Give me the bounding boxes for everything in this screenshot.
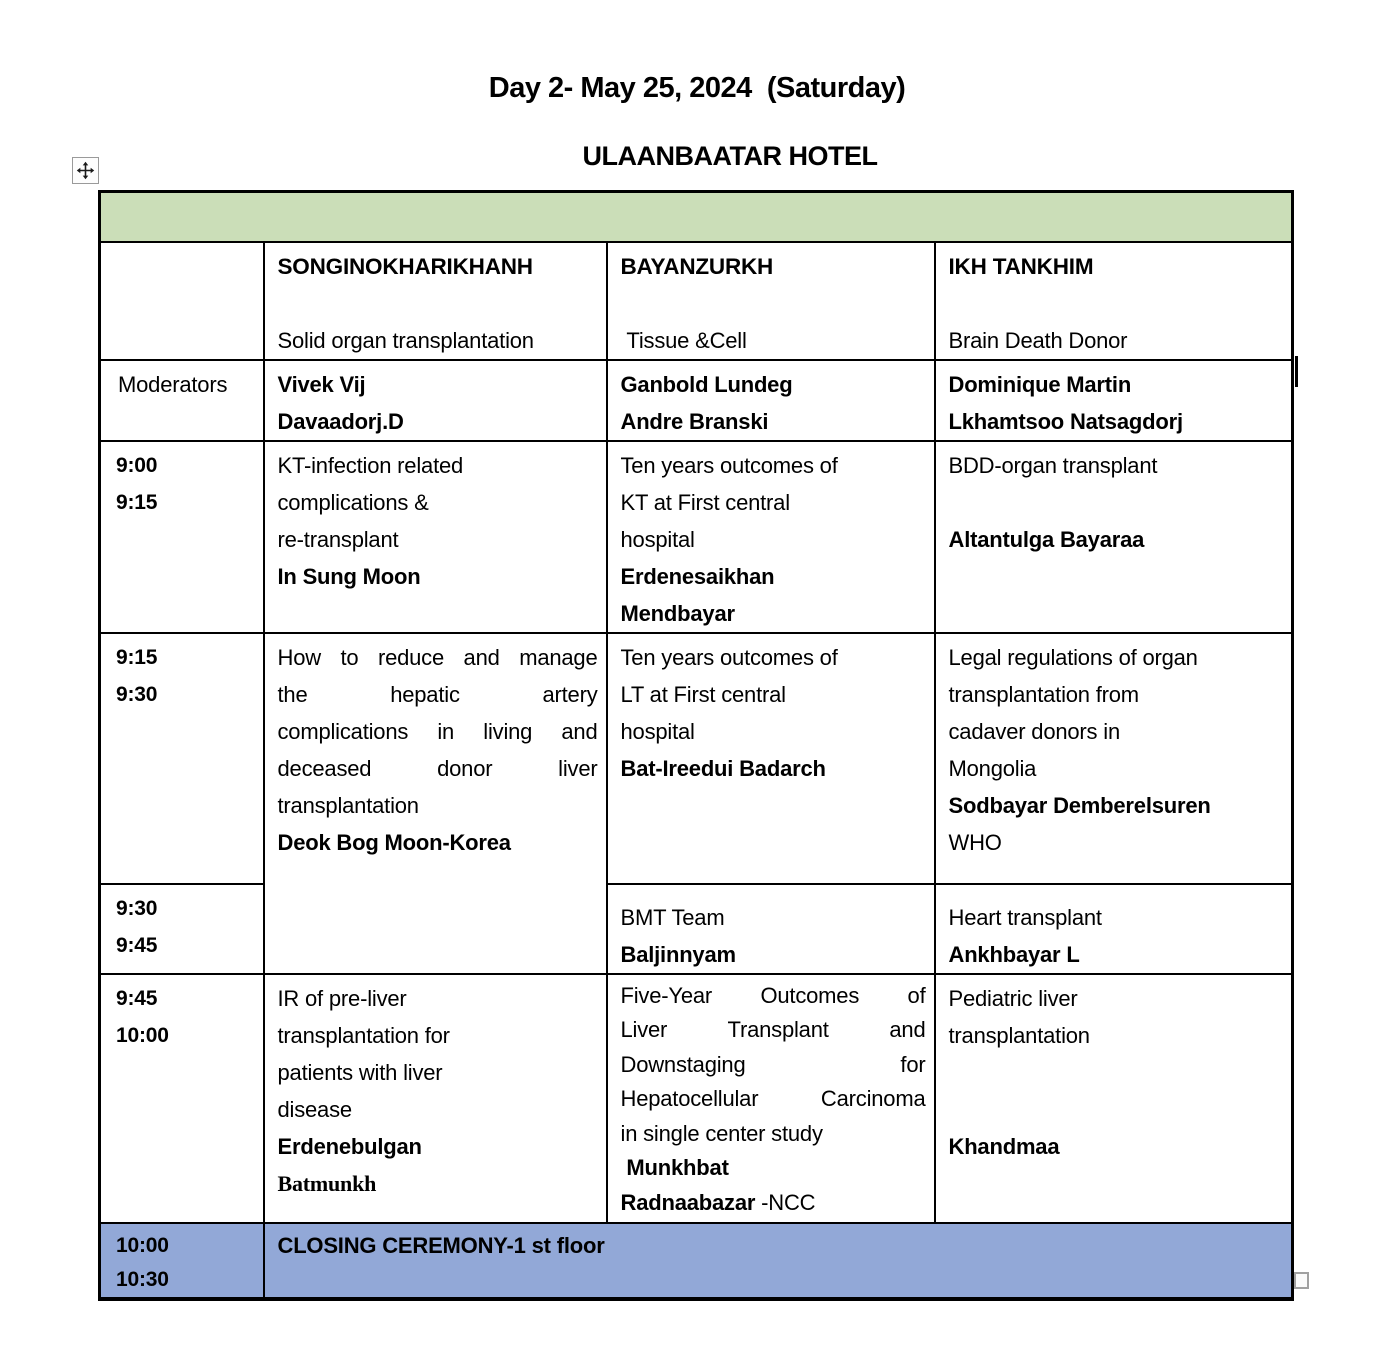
talk-title-line: transplantation — [948, 1022, 1090, 1048]
speaker-name: Khandmaa — [948, 1133, 1060, 1159]
talk-title-line: Hepatocellular Carcinoma — [620, 1086, 926, 1111]
talk-title-line: Liver Transplant and — [620, 1017, 926, 1042]
talk-title-line: LT at First central — [620, 681, 786, 707]
time-start: 9:00 — [116, 453, 158, 477]
page-title: Day 2- May 25, 2024 (Saturday) — [488, 72, 906, 104]
speaker-name: Erdenebulgan — [277, 1133, 422, 1159]
talk-title-line: transplantation for — [277, 1022, 450, 1048]
speaker-affiliation: -NCC — [761, 1189, 816, 1215]
cell-time-915[interactable] — [100, 633, 264, 884]
room-theme: Tissue &Cell — [620, 327, 747, 353]
time-start: 10:00 — [116, 1233, 169, 1257]
closing-ceremony-label: CLOSING CEREMONY-1 st floor — [277, 1232, 605, 1258]
talk-title-line: complications in living and — [277, 718, 598, 744]
blank-line — [949, 1054, 1284, 1091]
talk-title-line: re-transplant — [277, 526, 399, 552]
cell-945-bayan[interactable] — [607, 974, 935, 1223]
venue-title: ULAANBAATAR HOTEL — [582, 141, 878, 171]
room-theme: Solid organ transplantation — [277, 327, 534, 353]
room-name: IKH TANKHIM — [948, 253, 1094, 279]
talk-title-line: Downstaging for — [620, 1051, 926, 1077]
talk-title-line: Ten years outcomes of — [620, 644, 838, 670]
cell-time-closing[interactable] — [100, 1223, 264, 1299]
moderator-name: Davaadorj.D — [277, 408, 404, 434]
speaker-name: Sodbayar Demberelsuren — [948, 792, 1211, 818]
talk-title-line: How to reduce and manage — [277, 644, 598, 670]
talk-title-line: deceased donor liver — [277, 755, 598, 781]
cell-moderators-song[interactable] — [264, 360, 607, 441]
time-end: 9:15 — [116, 490, 158, 514]
room-name: BAYANZURKH — [620, 253, 774, 279]
speaker-name: Ankhbayar L — [948, 941, 1080, 967]
talk-title-line: KT-infection related — [277, 452, 464, 478]
talk-title-line: BMT Team — [620, 904, 725, 930]
time-start: 9:30 — [116, 896, 158, 920]
cell-rooms-empty[interactable] — [100, 242, 264, 360]
cell-900-song[interactable] — [264, 441, 607, 633]
talk-title-line: the hepatic artery — [277, 681, 598, 707]
talk-title-line: Ten years outcomes of — [620, 452, 838, 478]
cell-915-bayan[interactable] — [607, 633, 935, 884]
schedule-table — [98, 190, 1294, 1301]
talk-title-line: Mongolia — [948, 755, 1037, 781]
cell-room-songinokharikhanh[interactable] — [264, 242, 607, 360]
cell-room-ikh-tankhim[interactable] — [935, 242, 1293, 360]
cell-945-song[interactable] — [264, 974, 607, 1223]
moderator-name: Andre Branski — [620, 408, 769, 434]
time-end: 9:45 — [116, 933, 158, 957]
cell-green-header-bar[interactable] — [100, 192, 1293, 242]
blank-line — [949, 1091, 1284, 1128]
speaker-name — [621, 1186, 926, 1221]
talk-title-line: BDD-organ transplant — [948, 452, 1158, 478]
cell-930-bayan[interactable] — [607, 884, 935, 974]
cell-915-ikh[interactable] — [935, 633, 1293, 884]
speaker-name: Erdenesaikhan — [620, 563, 775, 589]
blank-line — [621, 285, 926, 322]
blank-line — [949, 484, 1284, 521]
speaker-name: Bat-Ireedui Badarch — [620, 755, 826, 781]
room-name: SONGINOKHARIKHANH — [277, 253, 533, 279]
time-end: 10:00 — [116, 1023, 169, 1047]
speaker-name: Deok Bog Moon-Korea — [277, 829, 511, 855]
talk-title-line: transplantation — [277, 792, 419, 818]
moderator-name: Lkhamtsoo Natsagdorj — [948, 408, 1183, 434]
cell-915-song[interactable] — [264, 633, 607, 974]
talk-title-line: KT at First central — [620, 489, 790, 515]
talk-title-line: IR of pre-liver — [277, 985, 407, 1011]
moderators-label: Moderators — [118, 371, 228, 397]
room-theme: Brain Death Donor — [948, 327, 1128, 353]
speaker-name: Mendbayar — [620, 600, 735, 626]
moderator-name: Vivek Vij — [277, 371, 366, 397]
cell-time-930[interactable] — [100, 884, 264, 974]
cell-time-900[interactable] — [100, 441, 264, 633]
talk-title-line: transplantation from — [948, 681, 1139, 707]
speaker-name: Batmunkh — [277, 1170, 377, 1196]
talk-title-line: patients with liver — [277, 1059, 443, 1085]
cell-time-945[interactable] — [100, 974, 264, 1223]
time-end: 9:30 — [116, 682, 158, 706]
moderator-name: Ganbold Lundeg — [620, 371, 793, 397]
cell-900-ikh[interactable] — [935, 441, 1293, 633]
cell-moderators-bayan[interactable] — [607, 360, 935, 441]
talk-title-line: hospital — [620, 718, 695, 744]
table-resize-handle[interactable] — [1294, 1272, 1309, 1289]
cell-945-ikh[interactable] — [935, 974, 1293, 1223]
move-icon — [76, 161, 95, 180]
table-move-handle[interactable] — [72, 157, 99, 184]
time-end: 10:30 — [116, 1267, 169, 1291]
moderator-name: Dominique Martin — [948, 371, 1132, 397]
talk-title-line: Heart transplant — [948, 904, 1102, 930]
time-start: 9:45 — [116, 986, 158, 1010]
cell-room-bayanzurkh[interactable] — [607, 242, 935, 360]
speaker-name: In Sung Moon — [277, 563, 421, 589]
cell-moderators-label[interactable] — [100, 360, 264, 441]
talk-title-line: cadaver donors in — [948, 718, 1120, 744]
speaker-name: Munkhbat — [620, 1155, 729, 1180]
talk-title-line: hospital — [620, 526, 695, 552]
cell-closing-ceremony[interactable] — [264, 1223, 1293, 1299]
talk-title-line: Legal regulations of organ — [948, 644, 1198, 670]
text-cursor — [1295, 356, 1298, 387]
blank-line — [949, 285, 1284, 322]
speaker-name: Baljinnyam — [620, 941, 736, 967]
time-start: 9:15 — [116, 645, 158, 669]
cell-930-ikh[interactable] — [935, 884, 1293, 974]
talk-title-line: Five-Year Outcomes of — [620, 982, 926, 1008]
talk-title-line: in single center study — [620, 1120, 823, 1146]
speaker-affiliation: WHO — [948, 829, 1002, 855]
talk-title-line: Pediatric liver — [948, 985, 1078, 1011]
talk-title-line: disease — [277, 1096, 352, 1122]
talk-title-line: complications & — [277, 489, 429, 515]
cell-900-bayan[interactable] — [607, 441, 935, 633]
blank-line — [278, 285, 598, 322]
speaker-name-bold: Radnaabazar — [620, 1189, 762, 1215]
speaker-name: Altantulga Bayaraa — [948, 526, 1145, 552]
cell-moderators-ikh[interactable] — [935, 360, 1293, 441]
